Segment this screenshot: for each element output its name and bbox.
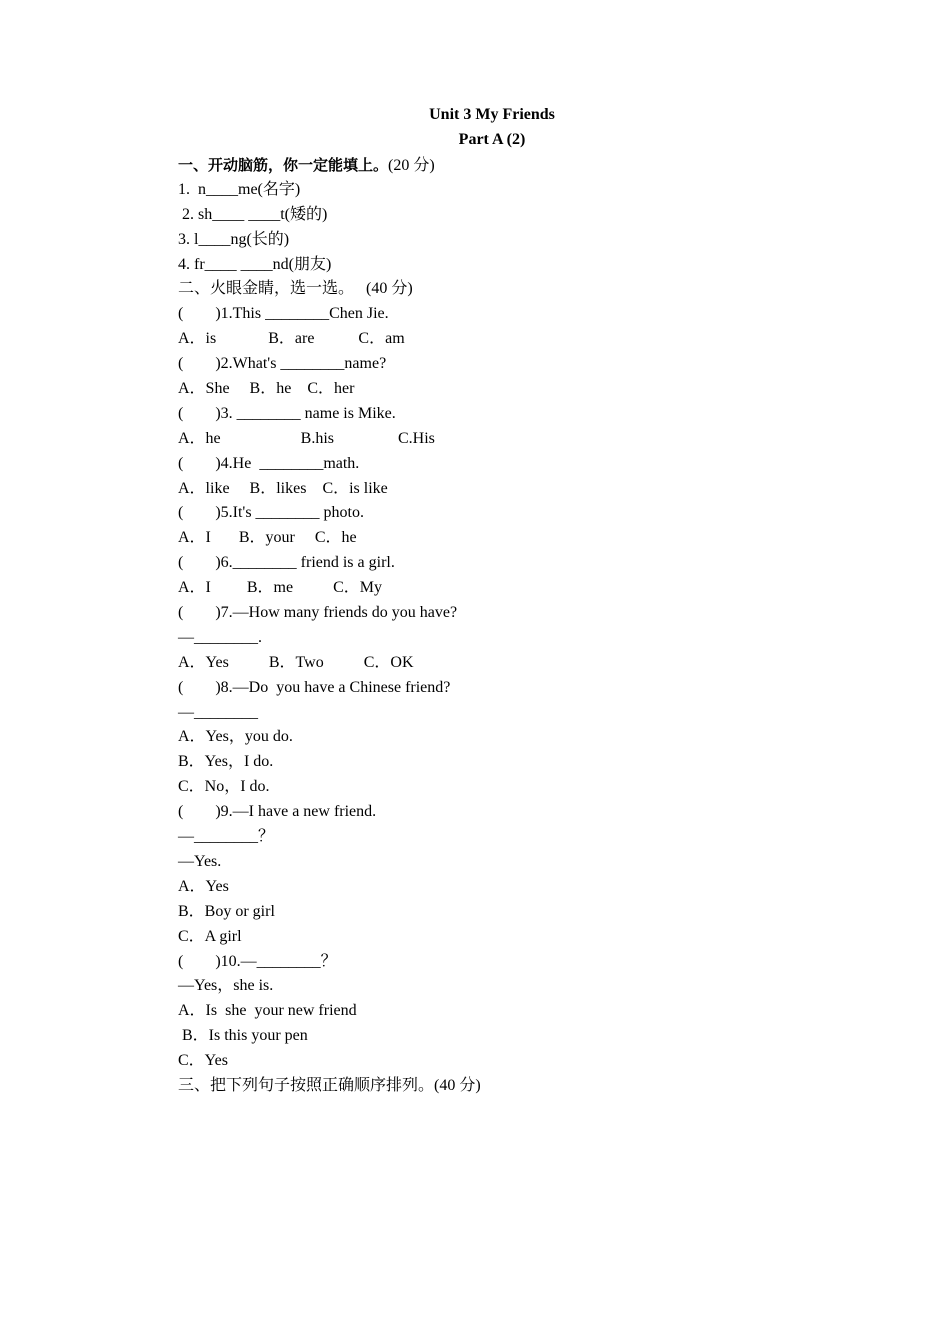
option-line: A．Yes B．Two C．OK bbox=[178, 653, 414, 671]
option-line: C．Yes bbox=[178, 1052, 228, 1070]
section1-item: 2. sh____ ____t(矮的) bbox=[182, 205, 328, 223]
question-line: ( )6.________ friend is a girl. bbox=[178, 554, 395, 572]
option-line: A．he B.his C.His bbox=[178, 429, 435, 447]
option-line: A．I B．your C．he bbox=[178, 529, 357, 547]
option-line: A．like B．likes C．is like bbox=[178, 479, 388, 497]
option-line: B．Yes，I do. bbox=[178, 753, 274, 771]
answer-line: —Yes. bbox=[178, 852, 222, 870]
section1-item: 1. n____me(名字) bbox=[178, 180, 301, 198]
question-line: ( )9.—I have a new friend. bbox=[178, 803, 377, 821]
question-line: ( )5.It's ________ photo. bbox=[178, 504, 364, 522]
section1-heading bbox=[178, 153, 818, 178]
answer-line: —________ bbox=[178, 703, 258, 721]
option-line: A．is B．are C．am bbox=[178, 330, 405, 348]
question-line: ( )4.He ________math. bbox=[178, 454, 360, 472]
question-line: ( )7.—How many friends do you have? bbox=[178, 604, 458, 622]
question-line: ( )10.—________？ bbox=[178, 952, 337, 970]
answer-line: —________？ bbox=[178, 828, 275, 846]
answer-line: —Yes，she is. bbox=[178, 977, 274, 995]
option-line: B．Boy or girl bbox=[178, 902, 275, 920]
option-line: A．Yes，you do. bbox=[178, 728, 293, 746]
section2-heading: 二、火眼金睛，选一选。 (40 分) bbox=[178, 280, 413, 298]
section1-item: 3. l____ng(长的) bbox=[178, 230, 290, 248]
section1-points: (20 分) bbox=[388, 157, 435, 174]
worksheet-body bbox=[178, 153, 818, 1099]
option-line: A．I B．me C．My bbox=[178, 579, 383, 597]
question-line: ( )2.What's ________name? bbox=[178, 355, 387, 373]
option-line: A．Yes bbox=[178, 877, 229, 895]
question-line: ( )8.—Do you have a Chinese friend? bbox=[178, 678, 451, 696]
option-line: A．She B．he C．her bbox=[178, 380, 355, 398]
option-line: C．No，I do. bbox=[178, 778, 270, 796]
option-line: B．Is this your pen bbox=[178, 1027, 308, 1045]
part-title: Part A (2) bbox=[458, 131, 526, 148]
question-line: ( )1.This ________Chen Jie. bbox=[178, 305, 389, 323]
section3-heading: 三、把下列句子按照正确顺序排列。(40 分) bbox=[178, 1076, 481, 1094]
option-line: C．A girl bbox=[178, 927, 242, 945]
section1-item: 4. fr____ ____nd(朋友) bbox=[178, 255, 332, 273]
section1-heading-text: 一、开动脑筋，你一定能填上。 bbox=[178, 156, 389, 174]
question-line: ( )3. ________ name is Mike. bbox=[178, 404, 396, 422]
option-line: A．Is she your new friend bbox=[178, 1002, 357, 1020]
answer-line: —________. bbox=[178, 628, 262, 646]
unit-title: Unit 3 My Friends bbox=[429, 106, 555, 123]
